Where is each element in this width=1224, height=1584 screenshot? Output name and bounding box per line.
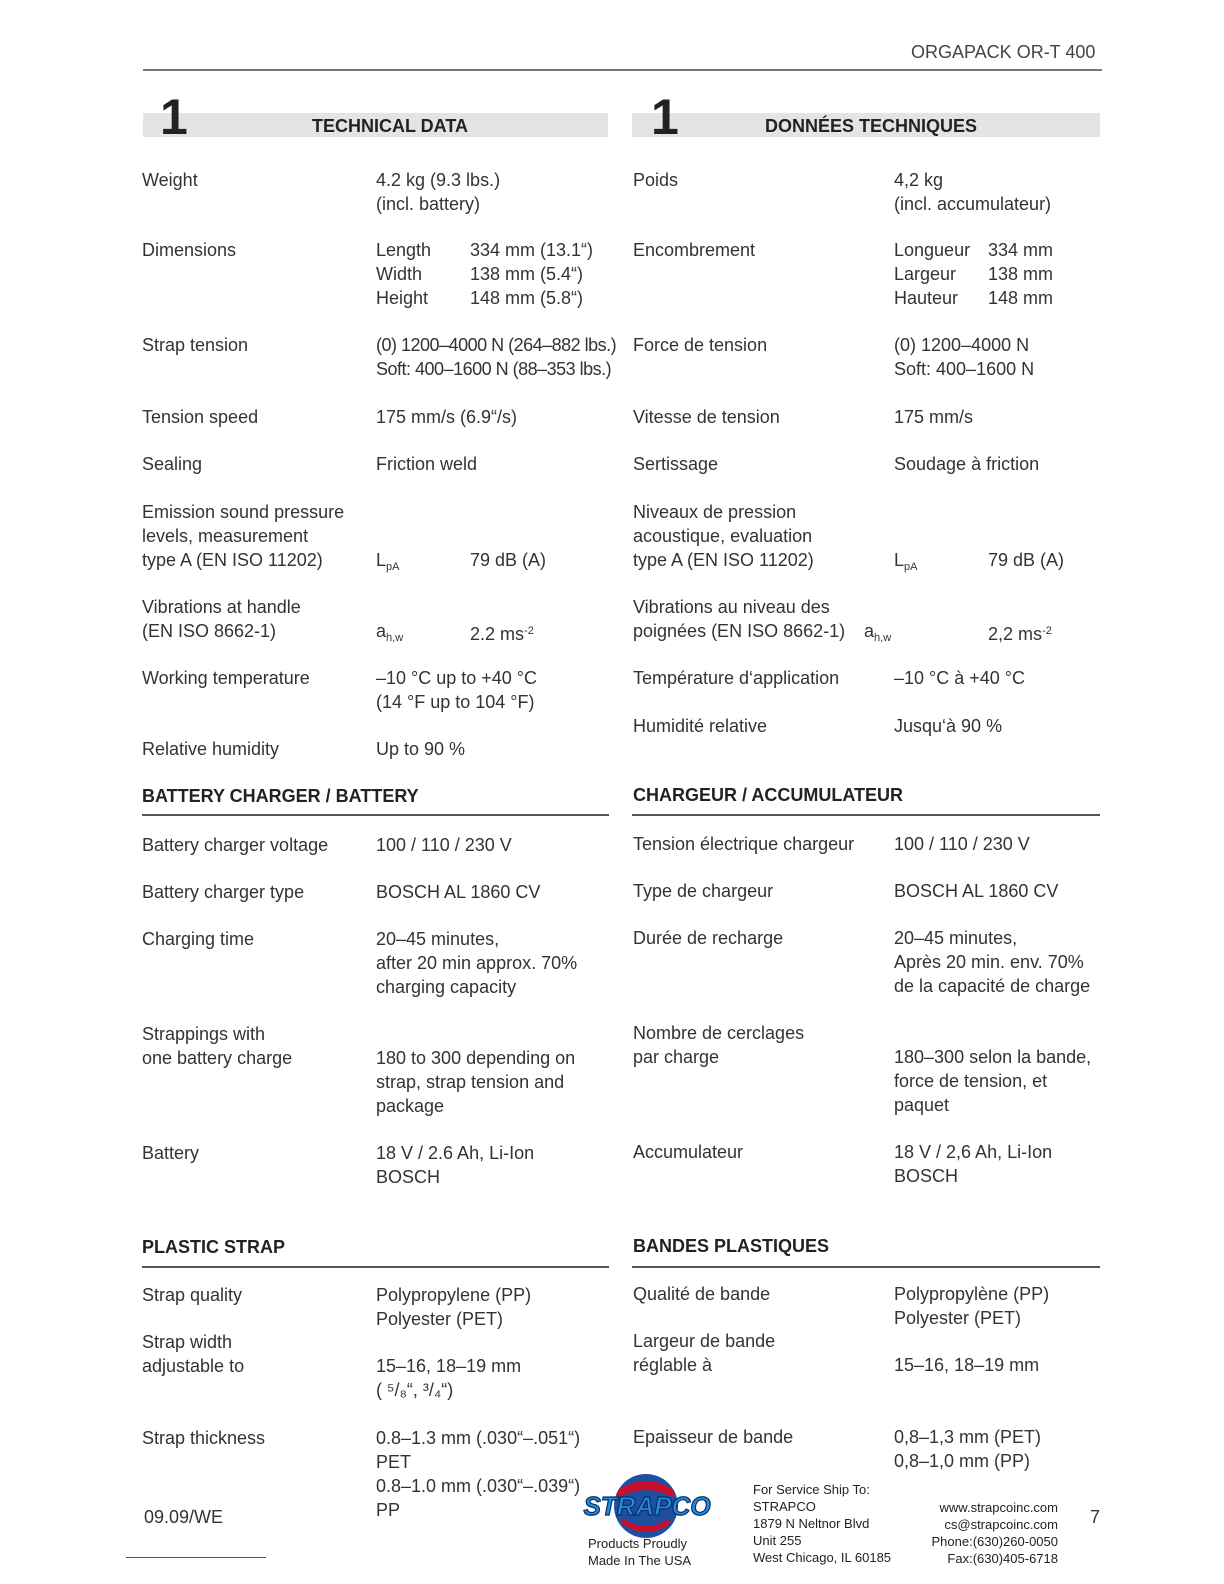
strapco-logo (582, 1470, 712, 1542)
sound-label: Emission sound pressure levels, measurement type A (EN ISO 11202) (142, 502, 345, 570)
strap-quality-value: Polypropylene (PP) Polyester (PET) (376, 1285, 532, 1329)
contact-info: www.strapcoinc.com cs@strapcoinc.com Phone:(630)260-0050 Fax:(630)405-6718 (931, 1500, 1058, 1566)
vibrations-label-fr: Vibrations au niveau des poignées (EN ISO 8662-1) (633, 597, 846, 641)
humidity-value-fr: Jusqu‘à 90 % (894, 716, 1003, 736)
sound-value-fr: 79 dB (A) (988, 550, 1065, 570)
tension-speed-value-fr: 175 mm/s (894, 407, 974, 427)
strap-tension-label-fr: Force de tension (633, 335, 768, 355)
weight-value-fr: 4,2 kg (incl. accumulateur) (894, 170, 1052, 214)
charger-type-label: Battery charger type (142, 882, 305, 902)
dimensions-label: Dimensions (142, 240, 237, 260)
sealing-label: Sealing (142, 454, 203, 474)
strap-width-value: 15–16, 18–19 mm (376, 1356, 522, 1376)
battery-label: Battery (142, 1143, 200, 1163)
sound-label-fr: Niveaux de pression acoustique, evaluation type A (EN ISO 11202) (633, 502, 814, 570)
charger-voltage-label-fr: Tension électrique chargeur (633, 834, 855, 854)
tension-speed-label: Tension speed (142, 407, 259, 427)
strap-quality-label: Strap quality (142, 1285, 243, 1305)
tension-speed-label-fr: Vitesse de tension (633, 407, 780, 427)
strappings-value: 180 to 300 depending on strap, strap tension and package (376, 1048, 576, 1116)
strap-width-label-fr: Largeur de bande réglable à (633, 1331, 776, 1375)
humidity-label-fr: Humidité relative (633, 716, 768, 736)
dimensions-sub-labels-fr: Longueur Largeur Hauteur (894, 240, 971, 308)
section-number-en: 1 (160, 89, 188, 145)
battery-heading-fr: CHARGEUR / ACCUMULATEUR (633, 785, 903, 805)
dimensions-sub-labels: Length Width Height (376, 240, 432, 308)
charging-time-label: Charging time (142, 929, 255, 949)
temperature-label-fr: Température d‘application (633, 668, 840, 688)
tension-speed-value: 175 mm/s (6.9“/s) (376, 407, 518, 427)
temperature-label: Working temperature (142, 668, 310, 688)
sound-value: 79 dB (A) (470, 550, 547, 570)
strap-thickness-label-fr: Epaisseur de bande (633, 1427, 794, 1447)
vibrations-symbol: $a_{h,w}$ (376, 621, 404, 644)
charger-type-value: BOSCH AL 1860 CV (376, 882, 541, 902)
strap-width-label: Strap width adjustable to (142, 1332, 245, 1376)
battery-value: 18 V / 2.6 Ah, Li-Ion BOSCH (376, 1143, 535, 1187)
charger-voltage-label: Battery charger voltage (142, 835, 329, 855)
dimensions-label-fr: Encombrement (633, 240, 756, 260)
plastic-heading-fr: BANDES PLASTIQUES (633, 1236, 830, 1256)
vibrations-symbol-fr: $a_{h,w}$ (864, 621, 892, 644)
weight-label: Weight (142, 170, 198, 190)
vibrations-label: Vibrations at handle (EN ISO 8662-1) (142, 597, 301, 641)
sound-symbol-fr: $L_{pA}$ (894, 550, 918, 573)
temperature-value-fr: –10 °C à +40 °C (894, 668, 1025, 688)
vibrations-value-fr: 2,2 $ms^{-2}$ (988, 624, 1052, 644)
charging-time-label-fr: Durée de recharge (633, 928, 784, 948)
footer-link-rule (126, 1557, 266, 1558)
humidity-label: Relative humidity (142, 739, 280, 759)
humidity-value: Up to 90 % (376, 739, 466, 759)
battery-rule-fr (632, 814, 1100, 816)
logo-tagline: Products Proudly Made In The USA (588, 1536, 692, 1568)
section-title-en: TECHNICAL DATA (312, 116, 468, 136)
battery-value-fr: 18 V / 2,6 Ah, Li-Ion BOSCH (894, 1142, 1053, 1186)
strap-quality-value-fr: Polypropylène (PP) Polyester (PET) (894, 1284, 1050, 1328)
plastic-rule-fr (632, 1266, 1100, 1268)
dimensions-values: 334 mm (13.1“) 138 mm (5.4“) 148 mm (5.8“) (470, 240, 594, 308)
footer-code: 09.09/WE (144, 1507, 224, 1527)
charger-voltage-value-fr: 100 / 110 / 230 V (894, 834, 1030, 854)
sound-symbol: $L_{pA}$ (376, 550, 400, 573)
section-number-fr: 1 (651, 89, 679, 145)
strap-thickness-value-fr: 0,8–1,3 mm (PET) 0,8–1,0 mm (PP) (894, 1427, 1042, 1471)
strap-thickness-label: Strap thickness (142, 1428, 266, 1448)
plastic-heading-en: PLASTIC STRAP (142, 1237, 286, 1257)
strap-tension-value: (0) 1200–4000 N (264–882 lbs.) Soft: 400–1600 N (88–353 lbs.) (376, 335, 617, 379)
strapco-logo-graphic (582, 1470, 712, 1542)
charger-type-label-fr: Type de chargeur (633, 881, 774, 901)
logo-wordmark: STRAPCO (583, 1491, 711, 1521)
page-number: 7 (1090, 1507, 1101, 1527)
document-title: ORGAPACK OR-T 400 (911, 42, 1096, 62)
sealing-value-fr: Soudage à friction (894, 454, 1040, 474)
strap-tension-label: Strap tension (142, 335, 249, 355)
vibrations-value: 2.2 $ms^{-2}$ (470, 624, 534, 644)
strap-width-value-fr: 15–16, 18–19 mm (894, 1355, 1040, 1375)
sealing-label-fr: Sertissage (633, 454, 719, 474)
section-title-fr: DONNÉES TECHNIQUES (765, 116, 978, 136)
strappings-label-fr: Nombre de cerclages par charge (633, 1023, 805, 1067)
charger-voltage-value: 100 / 110 / 230 V (376, 835, 512, 855)
strap-thickness-value: 0.8–1.3 mm (.030“–.051“) PET 0.8–1.0 mm (.030“–.039“) PP (376, 1428, 581, 1520)
strap-quality-label-fr: Qualité de bande (633, 1284, 771, 1304)
battery-label-fr: Accumulateur (633, 1142, 744, 1162)
battery-heading-en: BATTERY CHARGER / BATTERY (142, 786, 419, 806)
strap-width-fraction: ( ⁵/₈“, ³/₄“) (376, 1380, 454, 1400)
weight-label-fr: Poids (633, 170, 679, 190)
dimensions-values-fr: 334 mm 138 mm 148 mm (988, 240, 1054, 308)
temperature-value: –10 °C up to +40 °C (14 °F up to 104 °F) (376, 668, 537, 712)
weight-value: 4.2 kg (9.3 lbs.) (incl. battery) (376, 170, 501, 214)
strap-tension-value-fr: (0) 1200–4000 N Soft: 400–1600 N (894, 335, 1035, 379)
header-rule (143, 69, 1102, 71)
sealing-value: Friction weld (376, 454, 478, 474)
charging-time-value: 20–45 minutes, after 20 min approx. 70% charging capacity (376, 929, 578, 997)
charger-type-value-fr: BOSCH AL 1860 CV (894, 881, 1059, 901)
strappings-label: Strappings with one battery charge (142, 1024, 293, 1068)
strappings-value-fr: 180–300 selon la bande, force de tension, et paquet (894, 1047, 1092, 1115)
plastic-rule-en (142, 1266, 609, 1268)
battery-rule-en (142, 814, 609, 816)
service-address: For Service Ship To: STRAPCO 1879 N Neltnor Blvd Unit 255 West Chicago, IL 60185 (753, 1482, 892, 1565)
charging-time-value-fr: 20–45 minutes, Après 20 min. env. 70% de la capacité de charge (894, 928, 1091, 996)
